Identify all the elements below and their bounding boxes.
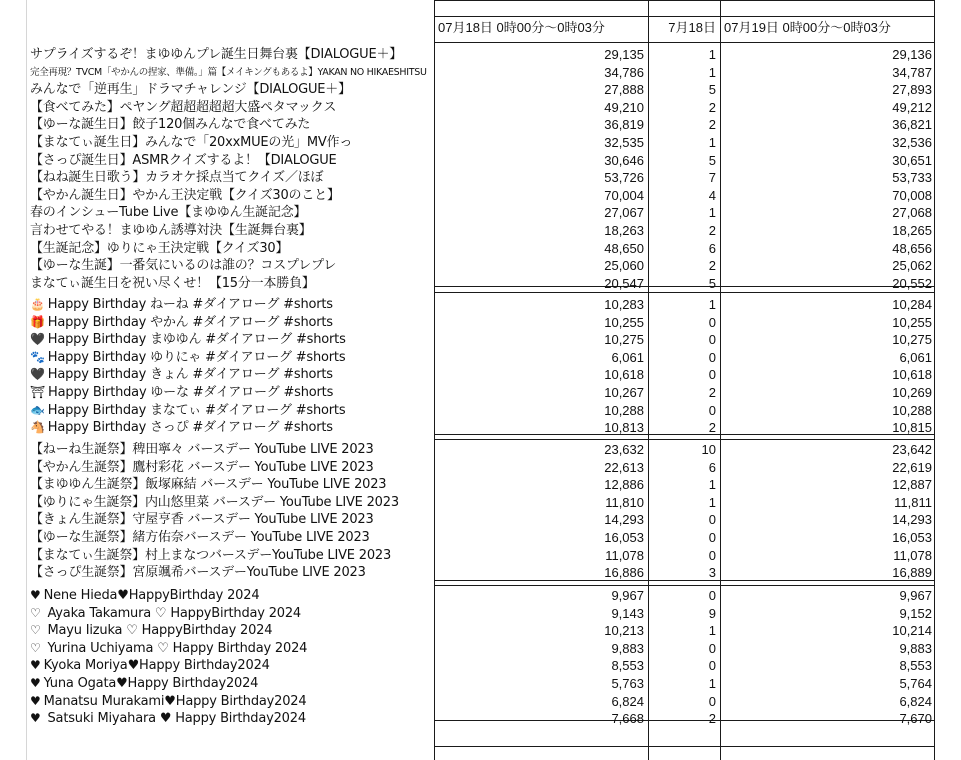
row-border <box>434 746 935 747</box>
video-title-text: 【さっぴ誕生日】ASMRクイズするよ！【DIALOGUE <box>30 152 337 168</box>
video-title-text: サプライズするぞ！まゆゆんプレ誕生日舞台裏【DIALOGUE＋】 <box>30 47 403 62</box>
video-title[interactable] <box>30 152 434 169</box>
views-diff[interactable]: 0 <box>708 349 716 365</box>
views-before[interactable]: 14,293 <box>604 512 644 528</box>
views-before[interactable]: 11,078 <box>605 547 644 563</box>
views-diff[interactable]: 2 <box>708 711 716 727</box>
views-before[interactable]: 70,004 <box>604 187 644 203</box>
views-before[interactable]: 16,886 <box>604 565 644 581</box>
views-before[interactable]: 10,275 <box>604 332 644 348</box>
views-diff[interactable]: 0 <box>708 530 716 545</box>
video-title-text: Yurina Uchiyama ♡ Happy Birthday 2024 <box>43 640 308 656</box>
views-diff[interactable]: 2 <box>708 223 716 238</box>
views-after[interactable]: 23,642 <box>892 442 932 457</box>
emoji-icon: ♥ <box>30 658 41 673</box>
views-before[interactable]: 53,726 <box>604 170 644 186</box>
views-after[interactable]: 8,553 <box>899 658 932 674</box>
video-title[interactable] <box>30 314 434 331</box>
views-before[interactable]: 34,786 <box>604 64 644 80</box>
views-before[interactable]: 10,267 <box>604 385 644 400</box>
views-after[interactable]: 9,967 <box>899 588 932 603</box>
video-title-text: 【やかん誕生日】やかん王決定戦【クイズ30のこと】 <box>30 187 340 203</box>
views-before[interactable]: 5,763 <box>611 676 644 691</box>
video-title[interactable] <box>30 187 434 204</box>
emoji-icon: 🖤 <box>30 367 45 382</box>
emoji-icon: 🐟 <box>30 402 45 417</box>
views-diff[interactable]: 4 <box>708 187 716 203</box>
views-after[interactable]: 53,733 <box>892 170 932 186</box>
video-title-text: 【まなてぃ生誕祭】村上まなつバースデーYouTube LIVE 2023 <box>30 547 392 563</box>
views-after[interactable]: 27,068 <box>892 205 932 221</box>
video-title-text: Yuna Ogata♥Happy Birthday2024 <box>43 676 259 691</box>
video-title[interactable] <box>30 710 434 727</box>
video-title-text: 春のインシューTube Live【まゆゆん生誕記念】 <box>30 205 307 221</box>
video-title[interactable] <box>30 459 434 476</box>
views-after[interactable]: 9,152 <box>899 605 932 621</box>
views-after[interactable]: 30,651 <box>892 152 932 168</box>
emoji-icon: 🖤 <box>30 332 45 347</box>
views-after[interactable]: 16,889 <box>892 565 932 581</box>
header-col-2[interactable]: 7月18日 <box>668 20 716 35</box>
views-before[interactable]: 22,613 <box>604 459 644 475</box>
views-after[interactable]: 10,288 <box>892 402 932 418</box>
video-title[interactable] <box>30 240 434 257</box>
emoji-icon: ♥ <box>30 693 41 708</box>
video-title-text: 【やかん生誕祭】鷹村彩花 バースデー YouTube LIVE 2023 <box>30 459 374 475</box>
views-diff[interactable]: 2 <box>708 99 716 115</box>
views-after[interactable]: 12,887 <box>892 477 932 493</box>
video-title[interactable] <box>30 494 434 511</box>
views-after[interactable]: 11,078 <box>893 547 932 563</box>
video-title[interactable] <box>30 81 434 98</box>
video-title-text: Manatsu Murakami♥Happy Birthday2024 <box>43 693 307 709</box>
video-title-text: Mayu Iizuka ♡ HappyBirthday 2024 <box>43 623 273 639</box>
views-diff[interactable]: 5 <box>708 82 716 98</box>
views-diff[interactable]: 0 <box>708 402 716 418</box>
video-title-text: 【さっぴ生誕祭】宮原颯希バースデーYouTube LIVE 2023 <box>30 565 366 581</box>
video-title-text: 【ねーね生誕祭】稗田寧々 バースデー YouTube LIVE 2023 <box>30 442 374 457</box>
video-title-text: Happy Birthday ねーね #ダイアローグ #shorts <box>47 297 333 312</box>
video-title-text: 【ゆーな生誕】一番気にいるのは誰の？コスプレプレ <box>30 258 337 274</box>
views-after[interactable]: 49,212 <box>892 99 932 115</box>
video-title-text: Happy Birthday まなてぃ #ダイアローグ #shorts <box>47 402 346 418</box>
video-title[interactable] <box>30 675 434 692</box>
video-title-text: Happy Birthday まゆゆん #ダイアローグ #shorts <box>47 332 346 348</box>
views-diff[interactable]: 0 <box>708 332 716 348</box>
views-before[interactable]: 7,668 <box>611 711 644 727</box>
views-diff[interactable]: 2 <box>708 420 716 436</box>
video-title[interactable] <box>30 441 434 458</box>
views-diff[interactable]: 1 <box>708 135 716 150</box>
video-title[interactable] <box>30 529 434 546</box>
views-diff[interactable]: 6 <box>708 459 716 475</box>
views-diff[interactable]: 0 <box>708 640 716 656</box>
views-before[interactable]: 36,819 <box>604 117 644 133</box>
video-title-text: みんなで「逆再生」ドラマチャレンジ【DIALOGUE＋】 <box>30 82 351 98</box>
views-diff[interactable]: 3 <box>708 565 716 581</box>
views-diff[interactable]: 1 <box>708 477 716 493</box>
video-title[interactable] <box>30 116 434 133</box>
video-title-text: Kyoka Moriya♥Happy Birthday2024 <box>43 658 270 674</box>
views-after[interactable]: 16,053 <box>892 530 932 545</box>
views-after[interactable]: 10,214 <box>892 623 932 639</box>
emoji-icon: ♥ <box>30 676 41 690</box>
emoji-icon: 🎁 <box>30 314 45 329</box>
views-after[interactable]: 11,811 <box>894 494 932 510</box>
views-diff[interactable]: 2 <box>708 385 716 400</box>
video-title[interactable] <box>30 204 434 221</box>
views-diff[interactable]: 0 <box>708 588 716 603</box>
views-before[interactable]: 8,553 <box>611 658 644 674</box>
views-before[interactable]: 48,650 <box>604 240 644 256</box>
gridline <box>26 0 27 760</box>
emoji-icon: ♥ <box>30 588 41 602</box>
row-border <box>434 16 935 17</box>
views-diff[interactable]: 0 <box>708 693 716 709</box>
video-title[interactable] <box>30 46 434 63</box>
video-title[interactable] <box>30 384 434 401</box>
video-title-text: 言わせてやる！まゆゆん誘導対決【生誕舞台裏】 <box>30 223 312 238</box>
views-after[interactable]: 25,062 <box>892 258 932 274</box>
views-after[interactable]: 14,293 <box>892 512 932 528</box>
views-diff[interactable]: 1 <box>708 676 716 691</box>
views-before[interactable]: 20,547 <box>604 275 644 291</box>
views-diff[interactable]: 6 <box>708 240 716 256</box>
views-after[interactable]: 29,136 <box>892 47 932 62</box>
views-diff[interactable]: 1 <box>708 205 716 221</box>
views-after[interactable]: 20,552 <box>892 275 932 291</box>
video-title-text: Nene Hieda♥HappyBirthday 2024 <box>43 588 260 603</box>
views-after[interactable]: 7,670 <box>899 711 932 727</box>
views-after[interactable]: 10,255 <box>892 314 932 330</box>
views-diff[interactable]: 2 <box>708 117 716 133</box>
column-border <box>648 0 649 760</box>
views-diff[interactable]: 1 <box>708 64 716 80</box>
video-title[interactable] <box>30 366 434 383</box>
views-before[interactable]: 10,283 <box>604 297 644 312</box>
views-after[interactable]: 18,265 <box>892 223 932 238</box>
video-title[interactable] <box>30 275 434 292</box>
views-after[interactable]: 34,787 <box>892 64 932 80</box>
views-diff[interactable]: 1 <box>708 623 716 639</box>
views-before[interactable]: 30,646 <box>604 152 644 168</box>
views-diff[interactable]: 0 <box>708 512 716 528</box>
emoji-icon: ♡ <box>30 623 41 638</box>
video-title-text: 【食べてみた】ペヤング超超超超超大盛ペタマックス <box>30 99 337 115</box>
video-title[interactable] <box>30 169 434 186</box>
emoji-icon: ♥ <box>30 711 41 726</box>
views-diff[interactable]: 5 <box>708 152 716 168</box>
emoji-icon: ♡ <box>30 605 41 620</box>
views-before[interactable]: 9,143 <box>611 605 644 621</box>
views-after[interactable]: 48,656 <box>892 240 932 256</box>
views-before[interactable]: 9,967 <box>611 588 644 603</box>
emoji-icon: 🎂 <box>30 297 45 311</box>
emoji-icon: ♡ <box>30 640 41 655</box>
video-title-text: 【ゆーな生誕祭】緒方佑奈バースデー YouTube LIVE 2023 <box>30 530 370 545</box>
video-title[interactable] <box>30 296 434 313</box>
views-before[interactable]: 32,535 <box>604 135 644 150</box>
header-col-3[interactable]: 07月19日 0時00分～0時03分 <box>724 20 891 35</box>
row-border <box>434 292 935 293</box>
video-title-text: Happy Birthday さっぴ #ダイアローグ #shorts <box>47 420 333 436</box>
video-title-text: 【まゆゆん生誕祭】飯塚麻結 バースデー YouTube LIVE 2023 <box>30 477 387 493</box>
emoji-icon: 🐴 <box>30 420 45 435</box>
views-before[interactable]: 12,886 <box>604 477 644 493</box>
video-title[interactable] <box>30 419 434 436</box>
views-diff[interactable]: 0 <box>708 658 716 674</box>
views-after[interactable]: 70,008 <box>892 187 932 203</box>
video-title-text: Happy Birthday ゆーな #ダイアローグ #shorts <box>48 385 334 400</box>
video-title[interactable] <box>30 349 434 366</box>
views-before[interactable]: 18,263 <box>604 223 644 238</box>
video-title-text: 【生誕記念】ゆりにゃ王決定戦【クイズ30】 <box>30 240 289 256</box>
views-after[interactable]: 9,883 <box>899 640 932 656</box>
views-before[interactable]: 27,888 <box>604 82 644 98</box>
views-before[interactable]: 10,213 <box>604 623 644 639</box>
views-after[interactable]: 36,821 <box>892 117 932 133</box>
video-title[interactable] <box>30 331 434 348</box>
video-title-text: 完全再現？TVCM「やかんの捏家、準備。」篇【メイキングもあるよ】YAKAN NO HIKAESHITSU <box>30 66 427 78</box>
views-before[interactable]: 6,824 <box>611 693 644 709</box>
video-title-text: Ayaka Takamura ♡ HappyBirthday 2024 <box>43 605 301 621</box>
views-after[interactable]: 10,269 <box>892 385 932 400</box>
video-title-text: まなてぃ誕生日を祝い尽くせ！【15分一本勝負】 <box>30 275 315 291</box>
views-before[interactable]: 49,210 <box>604 99 644 115</box>
video-title[interactable] <box>30 640 434 657</box>
views-diff[interactable]: 0 <box>708 314 716 330</box>
views-before[interactable]: 10,813 <box>604 420 644 436</box>
column-border <box>720 0 721 760</box>
views-after[interactable]: 10,284 <box>892 297 932 312</box>
video-title[interactable] <box>30 476 434 493</box>
row-border <box>434 439 935 440</box>
views-after[interactable]: 10,815 <box>892 420 932 436</box>
header-col-1[interactable]: 07月18日 0時00分～0時03分 <box>438 20 605 35</box>
views-after[interactable]: 5,764 <box>899 676 932 691</box>
column-border <box>934 0 935 760</box>
video-title-text: 【ねね誕生日歌う】カラオケ採点当てクイズ／ほぼ <box>30 170 324 186</box>
video-title-text: 【まなてぃ誕生日】みんなで「20xxMUEの光」MV作っ <box>30 135 353 150</box>
views-before[interactable]: 16,053 <box>604 530 644 545</box>
views-before[interactable]: 10,618 <box>604 367 644 383</box>
video-title[interactable] <box>30 64 434 81</box>
row-border <box>434 42 935 43</box>
views-after[interactable]: 22,619 <box>892 459 932 475</box>
views-diff[interactable]: 1 <box>708 494 716 510</box>
views-diff[interactable]: 1 <box>708 297 716 312</box>
video-title[interactable] <box>30 587 434 604</box>
views-diff[interactable]: 9 <box>708 605 716 621</box>
column-border <box>434 0 435 760</box>
views-diff[interactable]: 0 <box>708 367 716 383</box>
video-title[interactable] <box>30 564 434 581</box>
views-before[interactable]: 23,632 <box>604 442 644 457</box>
views-after[interactable]: 10,275 <box>892 332 932 348</box>
emoji-icon: ⛩ <box>30 385 46 399</box>
row-border <box>434 585 935 586</box>
video-title[interactable] <box>30 511 434 528</box>
video-title[interactable] <box>30 693 434 710</box>
video-title[interactable] <box>30 547 434 564</box>
video-title[interactable] <box>30 657 434 674</box>
views-after[interactable]: 27,893 <box>892 82 932 98</box>
views-diff[interactable]: 10 <box>701 442 716 457</box>
views-before[interactable]: 6,061 <box>611 349 644 365</box>
video-title-text: 【ゆりにゃ生誕祭】内山悠里菜 バースデー YouTube LIVE 2023 <box>30 494 399 510</box>
video-title-text: 【きょん生誕祭】守屋亨香 バースデー YouTube LIVE 2023 <box>30 512 374 528</box>
views-after[interactable]: 32,536 <box>892 135 932 150</box>
video-title-text: Happy Birthday ゆりにゃ #ダイアローグ #shorts <box>47 349 346 365</box>
row-border <box>434 0 935 1</box>
video-title-text: 【ゆーな誕生日】餃子120個みんなで食べてみた <box>30 117 311 133</box>
views-after[interactable]: 6,061 <box>899 349 932 365</box>
views-after[interactable]: 6,824 <box>899 693 932 709</box>
views-diff[interactable]: 0 <box>708 547 716 563</box>
views-diff[interactable]: 2 <box>708 258 716 274</box>
views-diff[interactable]: 7 <box>708 170 716 186</box>
emoji-icon: 🐾 <box>30 349 45 364</box>
views-before[interactable]: 25,060 <box>604 258 644 274</box>
video-title[interactable] <box>30 222 434 239</box>
views-before[interactable]: 9,883 <box>611 640 644 656</box>
video-title-text: Happy Birthday きょん #ダイアローグ #shorts <box>47 367 333 383</box>
video-title[interactable] <box>30 257 434 274</box>
video-title[interactable] <box>30 134 434 151</box>
views-before[interactable]: 10,255 <box>604 314 644 330</box>
video-title-text: Happy Birthday やかん #ダイアローグ #shorts <box>47 314 333 330</box>
video-title[interactable] <box>30 402 434 419</box>
views-after[interactable]: 10,618 <box>892 367 932 383</box>
views-before[interactable]: 10,288 <box>604 402 644 418</box>
video-title[interactable] <box>30 605 434 622</box>
video-title[interactable] <box>30 622 434 639</box>
views-diff[interactable]: 1 <box>708 47 716 62</box>
views-before[interactable]: 27,067 <box>604 205 644 221</box>
views-before[interactable]: 29,135 <box>604 47 644 62</box>
video-title-text: Satsuki Miyahara ♥ Happy Birthday2024 <box>43 711 306 727</box>
video-title[interactable] <box>30 99 434 116</box>
views-before[interactable]: 11,810 <box>605 494 644 510</box>
views-diff[interactable]: 5 <box>708 275 716 291</box>
